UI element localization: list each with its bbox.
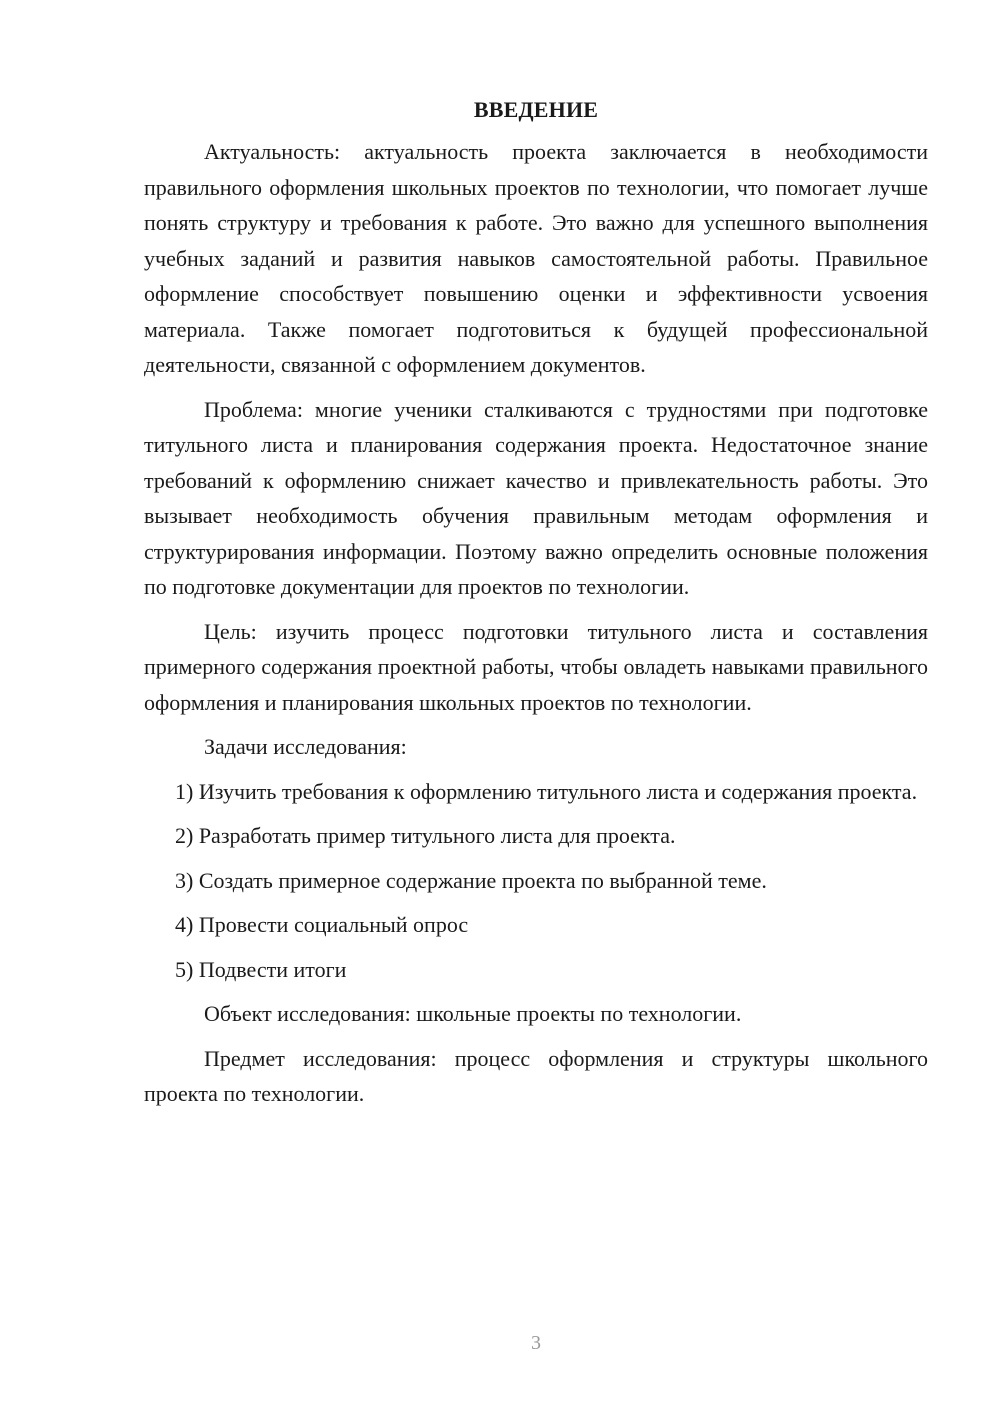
relevance-paragraph: Актуальность: актуальность проекта заключается в необходимости правильного оформления школьных проектов по технологии, что помогает лучше понять структуру и требования к работе. Это важно для успешного выполнения учебных заданий и развития навыков самостоятельной работы. Правильное оформление способствует повышению оценки и эффективности усвоения материала. Также помогает подготовиться к будущей профессиональной деятельности, связанной с оформлением документов. — [144, 139, 928, 377]
subject-paragraph: Предмет исследования: процесс оформления и структуры школьного проекта по технологии. — [144, 1045, 928, 1106]
tasks-title: Задачи исследования: — [204, 734, 407, 759]
goal-paragraph: Цель: изучить процесс подготовки титульного листа и составления примерного содержания проектной работы, чтобы овладеть навыками правильного оформления и планирования школьных проектов по технологии. — [144, 618, 928, 715]
task-item-5: 5) Подвести итоги — [175, 956, 347, 982]
task-item-2: 2) Разработать пример титульного листа для проекта. — [175, 823, 676, 848]
section-heading: ВВЕДЕНИЕ — [473, 97, 599, 122]
problem-paragraph: Проблема: многие ученики сталкиваются с трудностями при подготовке титульного листа и планирования содержания проекта. Недостаточное знание требований к оформлению снижает качество и привлекательность работы. Это вызывает необходимость обучения правильным методам оформления и структурирования информации. Поэтому важно определить основные положения по подготовке документации для проектов по технологии. — [144, 396, 928, 599]
object-paragraph: Объект исследования: школьные проекты по технологии. — [204, 1001, 742, 1026]
page-content — [144, 92, 928, 1121]
task-item-1: 1) Изучить требования к оформлению титульного листа и содержания проекта. — [175, 778, 918, 804]
task-item-4: 4) Провести социальный опрос — [175, 912, 469, 937]
page-number: 3 — [531, 1332, 541, 1354]
task-item-3: 3) Создать примерное содержание проекта по выбранной теме. — [175, 867, 767, 893]
